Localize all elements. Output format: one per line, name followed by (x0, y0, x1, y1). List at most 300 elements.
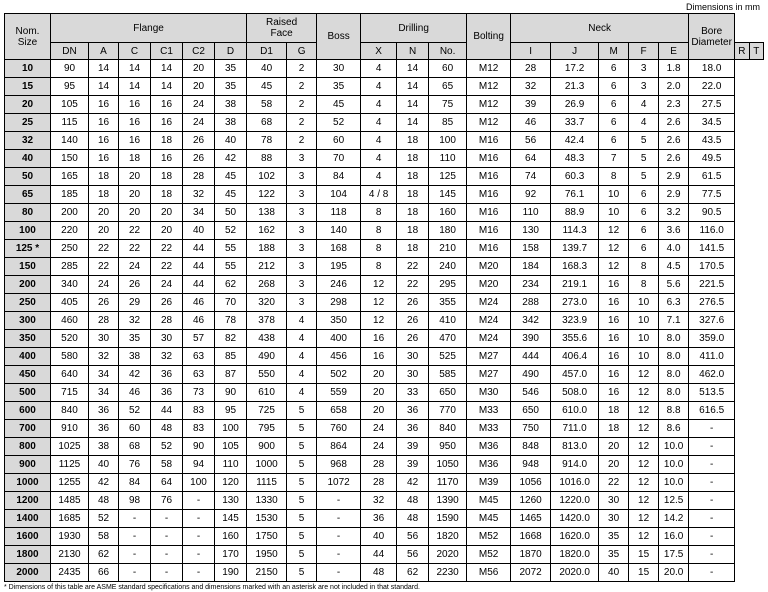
cell-n: 140 (317, 222, 361, 240)
cell-x: 5 (287, 492, 317, 510)
header-group-drilling: Drilling (361, 14, 467, 43)
cell-d: 24 (183, 96, 215, 114)
table-row (5, 312, 764, 330)
cell-c: 18 (89, 186, 119, 204)
cell-no: 8 (361, 240, 397, 258)
table-row (5, 438, 764, 456)
cell-n: - (317, 492, 361, 510)
cell-a: 640 (51, 366, 89, 384)
cell-no: 12 (361, 276, 397, 294)
cell-b: 327.6 (689, 312, 735, 330)
cell-g: 122 (247, 186, 287, 204)
cell-n: 45 (317, 96, 361, 114)
cell-d: 44 (183, 240, 215, 258)
cell-i: 36 (397, 420, 429, 438)
cell-a: 910 (51, 420, 89, 438)
cell-d: 20 (183, 60, 215, 78)
cell-f: 508.0 (551, 384, 599, 402)
cell-c1: 29 (119, 294, 151, 312)
cell-c2: 16 (151, 150, 183, 168)
cell-t: 2.6 (659, 114, 689, 132)
cell-f: 21.3 (551, 78, 599, 96)
cell-c1: 18 (119, 150, 151, 168)
cell-no: 28 (361, 474, 397, 492)
cell-i: 48 (397, 510, 429, 528)
cell-j: 770 (429, 402, 467, 420)
cell-i: 14 (397, 60, 429, 78)
cell-dn: 350 (5, 330, 51, 348)
cell-c: 18 (89, 168, 119, 186)
cell-a: 95 (51, 78, 89, 96)
cell-r: 6 (629, 222, 659, 240)
cell-b: 513.5 (689, 384, 735, 402)
cell-dn: 200 (5, 276, 51, 294)
cell-g: 1750 (247, 528, 287, 546)
cell-i: 18 (397, 222, 429, 240)
cell-i: 22 (397, 258, 429, 276)
cell-c1: 16 (119, 114, 151, 132)
cell-x: 2 (287, 78, 317, 96)
cell-e: 35 (599, 528, 629, 546)
table-row (5, 132, 764, 150)
cell-j: 85 (429, 114, 467, 132)
cell-r: 4 (629, 96, 659, 114)
cell-r: 12 (629, 366, 659, 384)
cell-b: - (689, 438, 735, 456)
cell-b: 116.0 (689, 222, 735, 240)
cell-b: 90.5 (689, 204, 735, 222)
cell-c2: - (151, 528, 183, 546)
header-group-flange: Flange (51, 14, 247, 43)
cell-c: 38 (89, 438, 119, 456)
cell-i: 18 (397, 168, 429, 186)
cell-dn: 2000 (5, 564, 51, 582)
cell-no: 24 (361, 420, 397, 438)
cell-j: 240 (429, 258, 467, 276)
cell-n: 400 (317, 330, 361, 348)
cell-f: 1016.0 (551, 474, 599, 492)
cell-e: 12 (599, 222, 629, 240)
cell-d1: 50 (215, 204, 247, 222)
cell-dn: 10 (5, 60, 51, 78)
table-footnote: * Dimensions of this table are ASME standard specifications and dimensions marked with an asterisk are not included in that standard. (4, 584, 420, 591)
cell-a: 1255 (51, 474, 89, 492)
cell-t: 3.2 (659, 204, 689, 222)
cell-col13: M30 (467, 384, 511, 402)
cell-a: 340 (51, 276, 89, 294)
cell-d1: 145 (215, 510, 247, 528)
cell-c2: 24 (151, 276, 183, 294)
cell-t: 5.6 (659, 276, 689, 294)
cell-d: 40 (183, 222, 215, 240)
table-row (5, 96, 764, 114)
cell-j: 1390 (429, 492, 467, 510)
header-col-x: X (361, 43, 397, 60)
cell-g: 162 (247, 222, 287, 240)
cell-dn: 400 (5, 348, 51, 366)
cell-x: 3 (287, 294, 317, 312)
cell-g: 795 (247, 420, 287, 438)
table-row (5, 420, 764, 438)
cell-no: 4 (361, 150, 397, 168)
cell-n: - (317, 528, 361, 546)
cell-m: 92 (511, 186, 551, 204)
cell-r: 12 (629, 420, 659, 438)
cell-no: 8 (361, 258, 397, 276)
cell-col13: M12 (467, 114, 511, 132)
table-row (5, 492, 764, 510)
cell-d1: 62 (215, 276, 247, 294)
cell-e: 16 (599, 366, 629, 384)
cell-b: 170.5 (689, 258, 735, 276)
cell-dn: 15 (5, 78, 51, 96)
cell-c2: - (151, 564, 183, 582)
cell-c: 14 (89, 78, 119, 96)
cell-m: 848 (511, 438, 551, 456)
cell-n: 168 (317, 240, 361, 258)
cell-c1: 35 (119, 330, 151, 348)
cell-t: 2.6 (659, 150, 689, 168)
cell-col13: M27 (467, 348, 511, 366)
cell-t: 2.9 (659, 168, 689, 186)
cell-col13: M24 (467, 330, 511, 348)
table-row (5, 528, 764, 546)
cell-f: 33.7 (551, 114, 599, 132)
cell-d1: 70 (215, 294, 247, 312)
cell-j: 1590 (429, 510, 467, 528)
cell-t: 8.0 (659, 348, 689, 366)
table-row (5, 78, 764, 96)
cell-f: 1420.0 (551, 510, 599, 528)
cell-d1: 38 (215, 114, 247, 132)
cell-i: 39 (397, 438, 429, 456)
header-col-j: J (551, 43, 599, 60)
cell-m: 650 (511, 402, 551, 420)
cell-m: 444 (511, 348, 551, 366)
cell-a: 185 (51, 186, 89, 204)
dimensions-note: Dimensions in mm (685, 2, 760, 12)
cell-m: 74 (511, 168, 551, 186)
cell-d1: 45 (215, 186, 247, 204)
cell-m: 288 (511, 294, 551, 312)
cell-r: 15 (629, 546, 659, 564)
cell-i: 56 (397, 528, 429, 546)
cell-b: 61.5 (689, 168, 735, 186)
cell-no: 4 (361, 168, 397, 186)
cell-r: 5 (629, 168, 659, 186)
cell-m: 342 (511, 312, 551, 330)
cell-b: - (689, 456, 735, 474)
header-col-c1: C1 (151, 43, 183, 60)
cell-e: 18 (599, 402, 629, 420)
cell-e: 12 (599, 258, 629, 276)
cell-c2: 14 (151, 60, 183, 78)
cell-c: 16 (89, 132, 119, 150)
cell-i: 30 (397, 348, 429, 366)
cell-f: 48.3 (551, 150, 599, 168)
cell-e: 7 (599, 150, 629, 168)
cell-f: 139.7 (551, 240, 599, 258)
cell-a: 250 (51, 240, 89, 258)
cell-c2: 14 (151, 78, 183, 96)
table-row (5, 60, 764, 78)
cell-d1: 160 (215, 528, 247, 546)
cell-a: 1930 (51, 528, 89, 546)
cell-d: 46 (183, 294, 215, 312)
table-row (5, 258, 764, 276)
cell-x: 3 (287, 168, 317, 186)
cell-x: 3 (287, 240, 317, 258)
table-group-header-row (5, 14, 764, 43)
cell-t: 10.0 (659, 474, 689, 492)
header-col-no: No. (429, 43, 467, 60)
cell-no: 4 (361, 78, 397, 96)
cell-d1: 55 (215, 258, 247, 276)
cell-f: 168.3 (551, 258, 599, 276)
cell-m: 184 (511, 258, 551, 276)
header-col-f: F (629, 43, 659, 60)
cell-j: 410 (429, 312, 467, 330)
cell-c: 20 (89, 204, 119, 222)
cell-g: 1115 (247, 474, 287, 492)
cell-c2: 22 (151, 240, 183, 258)
cell-j: 75 (429, 96, 467, 114)
cell-a: 115 (51, 114, 89, 132)
cell-m: 2072 (511, 564, 551, 582)
cell-dn: 125 * (5, 240, 51, 258)
cell-c1: 20 (119, 204, 151, 222)
cell-a: 580 (51, 348, 89, 366)
cell-n: 60 (317, 132, 361, 150)
cell-b: - (689, 528, 735, 546)
cell-c: 24 (89, 276, 119, 294)
cell-b: 22.0 (689, 78, 735, 96)
cell-no: 8 (361, 222, 397, 240)
cell-no: 4 (361, 60, 397, 78)
cell-e: 16 (599, 294, 629, 312)
cell-g: 45 (247, 78, 287, 96)
cell-f: 355.6 (551, 330, 599, 348)
cell-no: 48 (361, 564, 397, 582)
cell-c1: 32 (119, 312, 151, 330)
cell-r: 5 (629, 150, 659, 168)
cell-t: 10.0 (659, 456, 689, 474)
cell-c2: 58 (151, 456, 183, 474)
cell-d: 73 (183, 384, 215, 402)
cell-c1: 14 (119, 78, 151, 96)
cell-d1: 45 (215, 168, 247, 186)
cell-r: 10 (629, 294, 659, 312)
cell-m: 46 (511, 114, 551, 132)
cell-c1: - (119, 564, 151, 582)
header-group-raised-face: Raised Face (247, 14, 317, 43)
cell-x: 2 (287, 60, 317, 78)
cell-c1: 60 (119, 420, 151, 438)
cell-g: 102 (247, 168, 287, 186)
cell-g: 610 (247, 384, 287, 402)
cell-x: 2 (287, 96, 317, 114)
cell-col13: M16 (467, 150, 511, 168)
cell-j: 355 (429, 294, 467, 312)
cell-m: 1056 (511, 474, 551, 492)
cell-d: 20 (183, 78, 215, 96)
cell-e: 16 (599, 312, 629, 330)
cell-b: - (689, 420, 735, 438)
cell-c2: 20 (151, 222, 183, 240)
cell-n: 968 (317, 456, 361, 474)
cell-a: 285 (51, 258, 89, 276)
cell-e: 6 (599, 132, 629, 150)
cell-e: 30 (599, 510, 629, 528)
cell-g: 378 (247, 312, 287, 330)
cell-c: 26 (89, 294, 119, 312)
cell-g: 438 (247, 330, 287, 348)
cell-r: 6 (629, 186, 659, 204)
cell-c: 66 (89, 564, 119, 582)
cell-col13: M12 (467, 96, 511, 114)
cell-a: 165 (51, 168, 89, 186)
cell-b: - (689, 546, 735, 564)
cell-d: 32 (183, 186, 215, 204)
cell-no: 36 (361, 510, 397, 528)
cell-no: 20 (361, 366, 397, 384)
cell-g: 490 (247, 348, 287, 366)
cell-b: - (689, 564, 735, 582)
cell-c: 16 (89, 114, 119, 132)
cell-dn: 450 (5, 366, 51, 384)
cell-i: 48 (397, 492, 429, 510)
cell-n: 298 (317, 294, 361, 312)
cell-g: 725 (247, 402, 287, 420)
cell-d: 90 (183, 438, 215, 456)
cell-a: 2435 (51, 564, 89, 582)
cell-d: 46 (183, 312, 215, 330)
cell-c1: - (119, 546, 151, 564)
cell-x: 5 (287, 546, 317, 564)
cell-c1: 52 (119, 402, 151, 420)
cell-d: 44 (183, 258, 215, 276)
cell-c1: 42 (119, 366, 151, 384)
cell-g: 2150 (247, 564, 287, 582)
cell-g: 1530 (247, 510, 287, 528)
header-group-nom-size: Nom. Size (5, 14, 51, 60)
cell-b: 77.5 (689, 186, 735, 204)
header-col-r: R (735, 43, 749, 60)
cell-b: 462.0 (689, 366, 735, 384)
cell-c2: 20 (151, 204, 183, 222)
cell-f: 457.0 (551, 366, 599, 384)
cell-m: 39 (511, 96, 551, 114)
cell-d1: 95 (215, 402, 247, 420)
cell-i: 18 (397, 132, 429, 150)
cell-n: - (317, 546, 361, 564)
cell-d1: 110 (215, 456, 247, 474)
cell-n: 864 (317, 438, 361, 456)
table-row (5, 402, 764, 420)
cell-col13: M20 (467, 276, 511, 294)
cell-t: 8.0 (659, 384, 689, 402)
cell-i: 26 (397, 312, 429, 330)
cell-col13: M12 (467, 60, 511, 78)
cell-g: 550 (247, 366, 287, 384)
cell-c: 16 (89, 96, 119, 114)
cell-c: 30 (89, 330, 119, 348)
cell-col13: M16 (467, 186, 511, 204)
cell-j: 2230 (429, 564, 467, 582)
cell-n: 658 (317, 402, 361, 420)
cell-col13: M24 (467, 312, 511, 330)
header-col-n: N (397, 43, 429, 60)
cell-col13: M52 (467, 528, 511, 546)
cell-dn: 250 (5, 294, 51, 312)
cell-c1: 16 (119, 96, 151, 114)
cell-x: 5 (287, 510, 317, 528)
cell-e: 16 (599, 384, 629, 402)
cell-d1: 35 (215, 60, 247, 78)
cell-b: 276.5 (689, 294, 735, 312)
cell-no: 32 (361, 492, 397, 510)
cell-n: 246 (317, 276, 361, 294)
header-col-dn: DN (51, 43, 89, 60)
cell-c2: 16 (151, 114, 183, 132)
cell-c: 32 (89, 348, 119, 366)
cell-x: 2 (287, 132, 317, 150)
cell-n: 456 (317, 348, 361, 366)
cell-f: 17.2 (551, 60, 599, 78)
table-row (5, 348, 764, 366)
cell-col13: M24 (467, 294, 511, 312)
cell-n: 84 (317, 168, 361, 186)
cell-c2: 22 (151, 258, 183, 276)
cell-b: 616.5 (689, 402, 735, 420)
cell-d: 63 (183, 366, 215, 384)
cell-c: 34 (89, 366, 119, 384)
cell-c: 36 (89, 402, 119, 420)
cell-m: 490 (511, 366, 551, 384)
header-group-neck: Neck (511, 14, 689, 43)
cell-a: 520 (51, 330, 89, 348)
cell-e: 6 (599, 114, 629, 132)
cell-col13: M45 (467, 510, 511, 528)
cell-t: 8.6 (659, 420, 689, 438)
cell-j: 210 (429, 240, 467, 258)
header-col-e: E (659, 43, 689, 60)
table-row (5, 294, 764, 312)
cell-d1: 78 (215, 312, 247, 330)
cell-col13: M36 (467, 456, 511, 474)
table-row (5, 474, 764, 492)
cell-d: 44 (183, 276, 215, 294)
cell-x: 5 (287, 474, 317, 492)
cell-t: 20.0 (659, 564, 689, 582)
cell-g: 320 (247, 294, 287, 312)
cell-x: 3 (287, 258, 317, 276)
cell-n: 502 (317, 366, 361, 384)
cell-j: 585 (429, 366, 467, 384)
cell-e: 6 (599, 96, 629, 114)
cell-i: 18 (397, 204, 429, 222)
cell-x: 3 (287, 150, 317, 168)
cell-no: 4 (361, 96, 397, 114)
cell-no: 24 (361, 438, 397, 456)
cell-dn: 150 (5, 258, 51, 276)
cell-x: 5 (287, 420, 317, 438)
cell-dn: 500 (5, 384, 51, 402)
cell-c: 62 (89, 546, 119, 564)
cell-t: 7.1 (659, 312, 689, 330)
cell-c1: 76 (119, 456, 151, 474)
cell-i: 26 (397, 294, 429, 312)
